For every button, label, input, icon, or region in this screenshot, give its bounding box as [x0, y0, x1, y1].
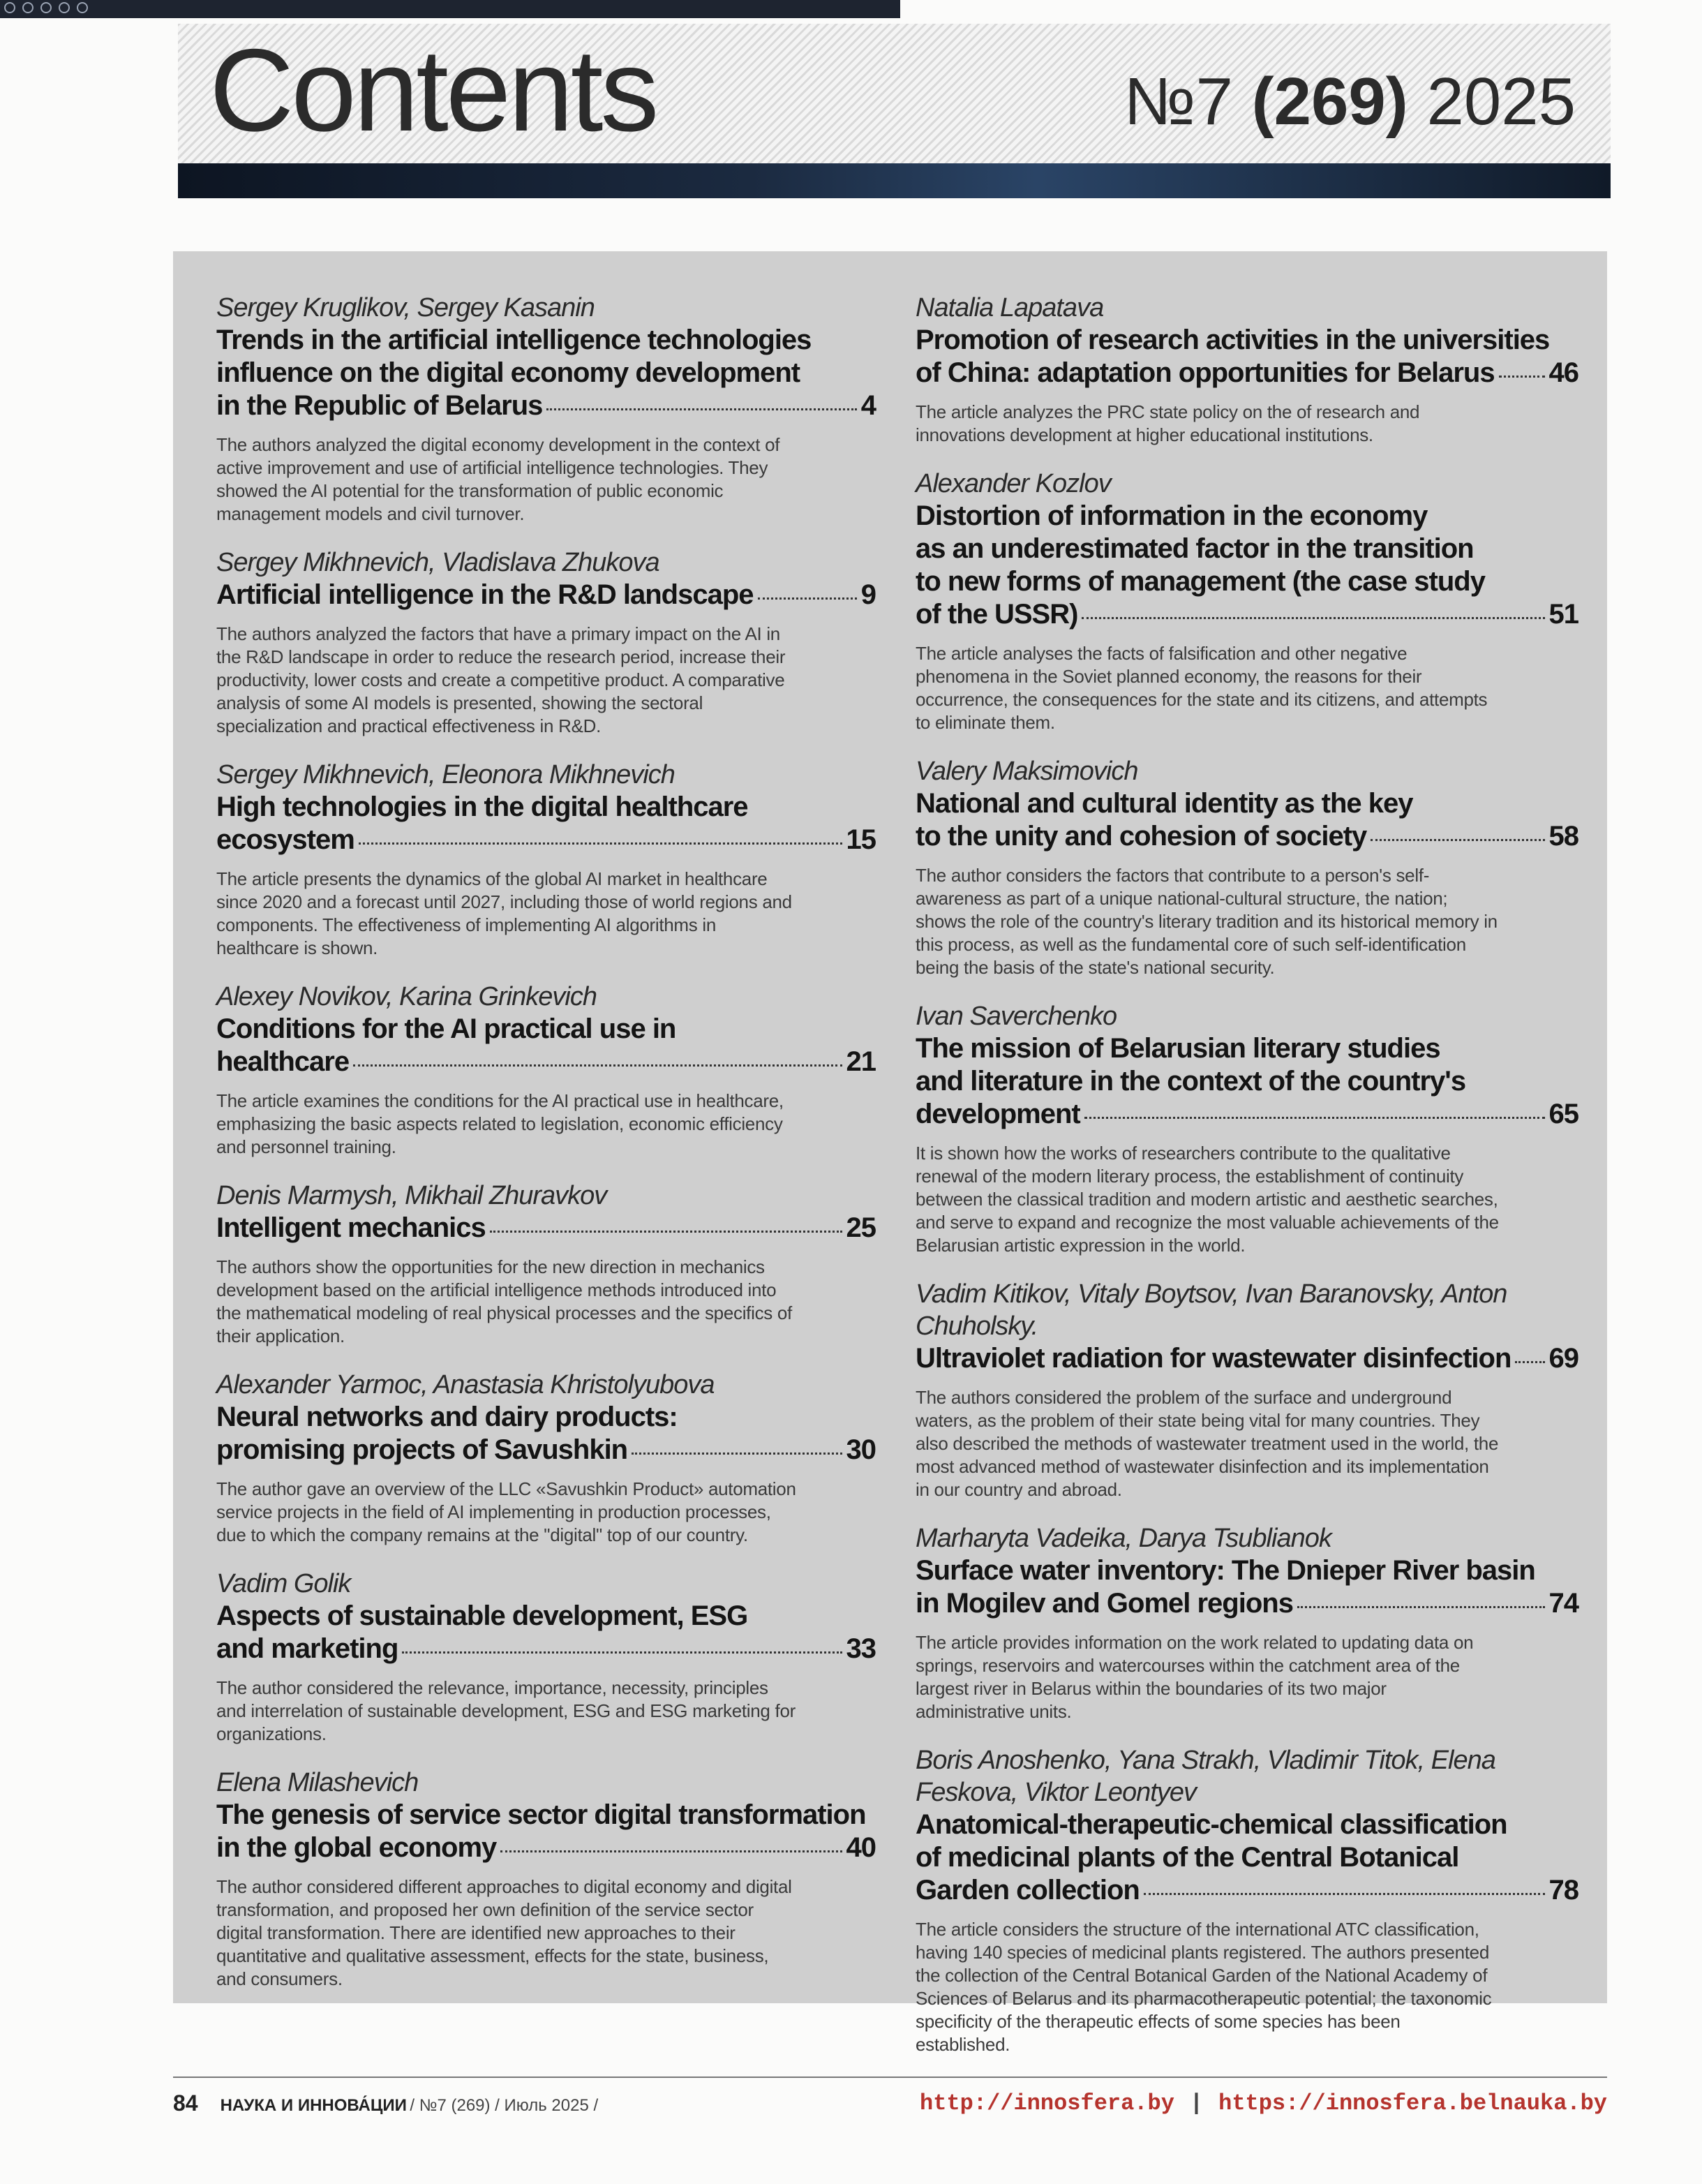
- dot-leader: [500, 1850, 842, 1852]
- page-number: 84: [173, 2090, 198, 2116]
- page-footer: [173, 2086, 1607, 2120]
- top-strip: [0, 0, 900, 18]
- entry-page-number: 25: [846, 1212, 876, 1243]
- toc-entry[interactable]: [916, 1278, 1578, 1501]
- entry-authors: Marharyta Vadeika, Darya Tsublianok: [916, 1524, 1331, 1553]
- issue-meta: / №7 (269) / Июль 2025 /: [410, 2095, 599, 2115]
- entry-abstract: The authors analyzed the factors that have a primary impact on the AI in the R&D landscape in order to reduce the research period, increase their productivity, lower costs and create a competitive product. A comparative analysis of some AI models is presented, showing the sectoral specialization and practical effectiveness in R&D.: [216, 623, 786, 736]
- dot-leader: [1144, 1893, 1545, 1895]
- page-title: Contents: [209, 24, 657, 156]
- entry-title-line: in Mogilev and Gomel regions: [916, 1588, 1293, 1619]
- entry-title-line: Artificial intelligence in the R&D landscape: [216, 579, 754, 610]
- entry-title[interactable]: [916, 787, 1578, 853]
- dot-leader: [546, 408, 856, 410]
- toc-entry[interactable]: [916, 1522, 1578, 1723]
- entry-authors: Natalia Lapatava: [916, 293, 1104, 322]
- entry-title-line: Intelligent mechanics: [216, 1212, 486, 1243]
- entry-title-line: Neural networks and dairy products:: [216, 1402, 678, 1432]
- entry-title-line: in the global economy: [216, 1832, 497, 1863]
- magazine-name: НАУКА И ИННОВА́ЦИИ: [220, 2095, 407, 2115]
- website-link-secondary[interactable]: https://innosfera.belnauka.by: [1218, 2090, 1607, 2116]
- entry-abstract: The article presents the dynamics of the global AI market in healthcare since 2020 and a forecast until 2027, including those of world regions and components. The effectiveness of implementing AI algorithms in healthcare is shown.: [216, 868, 792, 958]
- dot-leader: [359, 842, 842, 845]
- entry-title-line: The mission of Belarusian literary studies: [916, 1033, 1440, 1064]
- dot-leader: [353, 1064, 842, 1067]
- entry-title-line: National and cultural identity as the key: [916, 788, 1413, 819]
- toc-entry[interactable]: [916, 292, 1578, 447]
- entry-title[interactable]: [216, 791, 876, 856]
- entry-title-line: to the unity and cohesion of society: [916, 821, 1367, 852]
- entry-page-number: 69: [1548, 1343, 1578, 1374]
- entry-abstract: The author considers the factors that contribute to a person's self-awareness as part of a unique national-cultural structure, the nation; shows the role of the country's literary tradition and its historical memory in this process, as well as the fundamental core of such self-identification being the basis of the state's national security.: [916, 865, 1498, 978]
- toc-entry[interactable]: [916, 1000, 1578, 1257]
- toc-entry[interactable]: [216, 1180, 876, 1348]
- entry-title[interactable]: [916, 1554, 1578, 1620]
- right-column: [916, 292, 1578, 2077]
- toc-entry[interactable]: [916, 1744, 1578, 2056]
- entry-authors: Denis Marmysh, Mikhail Zhuravkov: [216, 1181, 607, 1210]
- entry-title[interactable]: [916, 1032, 1578, 1131]
- entry-title-line: Trends in the artificial intelligence technologies: [216, 325, 812, 355]
- dot-leader: [1371, 839, 1544, 841]
- footer-rule: [173, 2077, 1607, 2078]
- entry-title-line: promising projects of Savushkin: [216, 1434, 628, 1465]
- entry-page-number: 40: [846, 1832, 876, 1863]
- entry-title-line: healthcare: [216, 1046, 350, 1077]
- entry-title[interactable]: [216, 1212, 876, 1245]
- issue-year: 2025: [1426, 64, 1576, 139]
- entry-abstract: The authors show the opportunities for the new direction in mechanics development based on the artificial intelligence methods introduced into the mathematical modeling of real physical processes and the specifics of their application.: [216, 1256, 792, 1346]
- entry-title-line: The genesis of service sector digital transformation: [216, 1799, 866, 1830]
- entry-title-line: influence on the digital economy development: [216, 357, 800, 388]
- dot-leader: [1084, 1117, 1545, 1119]
- dot-leader: [758, 597, 857, 600]
- dot-leader: [1499, 376, 1545, 378]
- dot-leader: [402, 1651, 842, 1654]
- entry-title[interactable]: [216, 1799, 876, 1864]
- entry-authors: Vadim Golik: [216, 1569, 351, 1598]
- toc-entry[interactable]: [216, 1369, 876, 1547]
- entry-abstract: The author gave an overview of the LLC «Savushkin Product» automation service projects in the field of AI implementing in production processes, due to which the company remains at the "digital" top of our country.: [216, 1478, 796, 1545]
- entry-authors: Alexander Yarmoc, Anastasia Khristolyubova: [216, 1370, 715, 1399]
- dot-leader: [1515, 1361, 1544, 1363]
- entry-title-line: Aspects of sustainable development, ESG: [216, 1600, 748, 1631]
- contents-header: [178, 24, 1611, 163]
- entry-title-line: of medicinal plants of the Central Botanical: [916, 1842, 1459, 1873]
- toc-entry[interactable]: [216, 1767, 876, 1991]
- entry-title-line: Conditions for the AI practical use in: [216, 1013, 676, 1044]
- issue-num: №7: [1124, 64, 1233, 139]
- entry-authors: Vadim Kitikov, Vitaly Boytsov, Ivan Baranovsky, Anton Chuholsky.: [916, 1279, 1507, 1341]
- entry-abstract: The article considers the structure of the international ATC classification, having 140 species of medicinal plants registered. The authors presented the collection of the Central Botanical Garden of the National Academy of Sciences of Belarus and its pharmacotherapeutic potential; the taxonomic specificity of the therapeutic effects of some species has been established.: [916, 1919, 1492, 2055]
- entry-authors: Sergey Mikhnevich, Eleonora Mikhnevich: [216, 760, 675, 789]
- entry-page-number: 4: [860, 390, 876, 421]
- entry-authors: Boris Anoshenko, Yana Strakh, Vladimir Titok, Elena Feskova, Viktor Leontyev: [916, 1746, 1495, 1807]
- entry-authors: Alexander Kozlov: [916, 469, 1111, 498]
- entry-authors: Sergey Kruglikov, Sergey Kasanin: [216, 293, 595, 322]
- entry-title[interactable]: [916, 1808, 1578, 1907]
- entry-title-line: Surface water inventory: The Dnieper River basin: [916, 1555, 1535, 1586]
- toc-entry[interactable]: [216, 759, 876, 960]
- entry-title-line: Ultraviolet radiation for wastewater disinfection: [916, 1343, 1511, 1374]
- entry-authors: Ivan Saverchenko: [916, 1002, 1117, 1031]
- toc-entry[interactable]: [216, 1568, 876, 1746]
- entry-title-line: of the USSR): [916, 599, 1078, 630]
- entry-title[interactable]: [916, 1342, 1578, 1375]
- entry-title-line: Garden collection: [916, 1875, 1140, 1906]
- entry-abstract: It is shown how the works of researchers contribute to the qualitative renewal of the modern literary process, the establishment of continuity between the classical tradition and modern artistic and aesthetic searches, and serve to expand and recognize the most valuable achievements of the Belarusian artistic expression in the world.: [916, 1143, 1499, 1256]
- dot-leader: [490, 1231, 842, 1233]
- entry-page-number: 33: [846, 1633, 876, 1664]
- toc-entry[interactable]: [916, 468, 1578, 734]
- link-separator: |: [1189, 2090, 1204, 2116]
- entry-abstract: The authors considered the problem of the surface and underground waters, as the problem of their state being vital for many countries. They also described the methods of wastewater treatment used in the world, the most advanced method of wastewater disinfection and its implementation in our country and abroad.: [916, 1387, 1499, 1500]
- entry-title-line: development: [916, 1099, 1080, 1129]
- toc-entry[interactable]: [216, 292, 876, 526]
- entry-authors: Valery Maksimovich: [916, 757, 1138, 786]
- entry-page-number: 15: [846, 824, 876, 855]
- entry-page-number: 58: [1548, 821, 1578, 852]
- issue-number: [1124, 64, 1576, 139]
- entry-abstract: The authors analyzed the digital economy development in the context of active improvement and use of artificial intelligence technologies. They showed the AI potential for the transformation of public economic management models and civil turnover.: [216, 434, 780, 524]
- left-column: [216, 292, 876, 2012]
- entry-page-number: 65: [1548, 1099, 1578, 1129]
- entry-title-line: Anatomical-therapeutic-chemical classification: [916, 1809, 1507, 1840]
- entry-title-line: Promotion of research activities in the universities: [916, 325, 1550, 355]
- entry-page-number: 51: [1548, 599, 1578, 630]
- entry-page-number: 30: [846, 1434, 876, 1465]
- entry-authors: Sergey Mikhnevich, Vladislava Zhukova: [216, 548, 659, 577]
- entry-title[interactable]: [216, 324, 876, 422]
- entry-title-line: High technologies in the digital healthcare: [216, 792, 748, 822]
- entry-title[interactable]: [916, 324, 1578, 389]
- dot-leader: [1082, 617, 1544, 619]
- entry-title-line: of China: adaptation opportunities for Belarus: [916, 357, 1495, 388]
- entry-title[interactable]: [216, 579, 876, 611]
- entry-title-line: to new forms of management (the case study: [916, 566, 1485, 597]
- entry-abstract: The author considered different approaches to digital economy and digital transformation, and proposed her own definition of the service sector digital transformation. There are identified new approaches to their quantitative and qualitative assessment, effects for the state, business, and consumers.: [216, 1876, 792, 1989]
- entry-title-line: and marketing: [216, 1633, 398, 1664]
- toc-entry[interactable]: [216, 547, 876, 738]
- entry-abstract: The article provides information on the work related to updating data on springs, reservoirs and watercourses within the catchment area of the largest river in Belarus within the boundaries of its two major administrative units.: [916, 1632, 1474, 1722]
- entry-abstract: The author considered the relevance, importance, necessity, principles and interrelation of sustainable development, ESG and ESG marketing for organizations.: [216, 1677, 796, 1744]
- entry-title[interactable]: [216, 1013, 876, 1078]
- entry-abstract: The article examines the conditions for the AI practical use in healthcare, emphasizing the basic aspects related to legislation, economic efficiency and personnel training.: [216, 1090, 784, 1157]
- entry-authors: Alexey Novikov, Karina Grinkevich: [216, 982, 597, 1011]
- entry-abstract: The article analyzes the PRC state policy on the of research and innovations development at higher educational institutions.: [916, 401, 1420, 445]
- entry-abstract: The article analyses the facts of falsification and other negative phenomena in the Soviet planned economy, the reasons for their occurrence, the consequences for the state and its citizens, and attempts to eliminate them.: [916, 643, 1488, 733]
- entry-title-line: as an underestimated factor in the transition: [916, 533, 1474, 564]
- entry-title[interactable]: [216, 1401, 876, 1466]
- entry-title-line: in the Republic of Belarus: [216, 390, 543, 421]
- entry-page-number: 9: [860, 579, 876, 610]
- entry-page-number: 74: [1548, 1588, 1578, 1619]
- entry-page-number: 78: [1548, 1875, 1578, 1906]
- dot-leader: [632, 1453, 842, 1455]
- dot-leader: [1297, 1606, 1545, 1608]
- toc-entry[interactable]: [916, 755, 1578, 979]
- entry-authors: Elena Milashevich: [216, 1768, 419, 1797]
- entry-title-line: ecosystem: [216, 824, 354, 855]
- issue-total: (269): [1251, 64, 1408, 139]
- header-banner-image: [178, 163, 1611, 198]
- entry-page-number: 21: [846, 1046, 876, 1077]
- entry-title-line: and literature in the context of the country's: [916, 1066, 1466, 1097]
- entry-title[interactable]: [916, 500, 1578, 631]
- entry-page-number: 46: [1548, 357, 1578, 388]
- toc-entry[interactable]: [216, 981, 876, 1159]
- decorative-dots: [4, 2, 88, 13]
- entry-title-line: Distortion of information in the economy: [916, 500, 1428, 531]
- entry-title[interactable]: [216, 1600, 876, 1665]
- website-link[interactable]: http://innosfera.by: [920, 2090, 1174, 2116]
